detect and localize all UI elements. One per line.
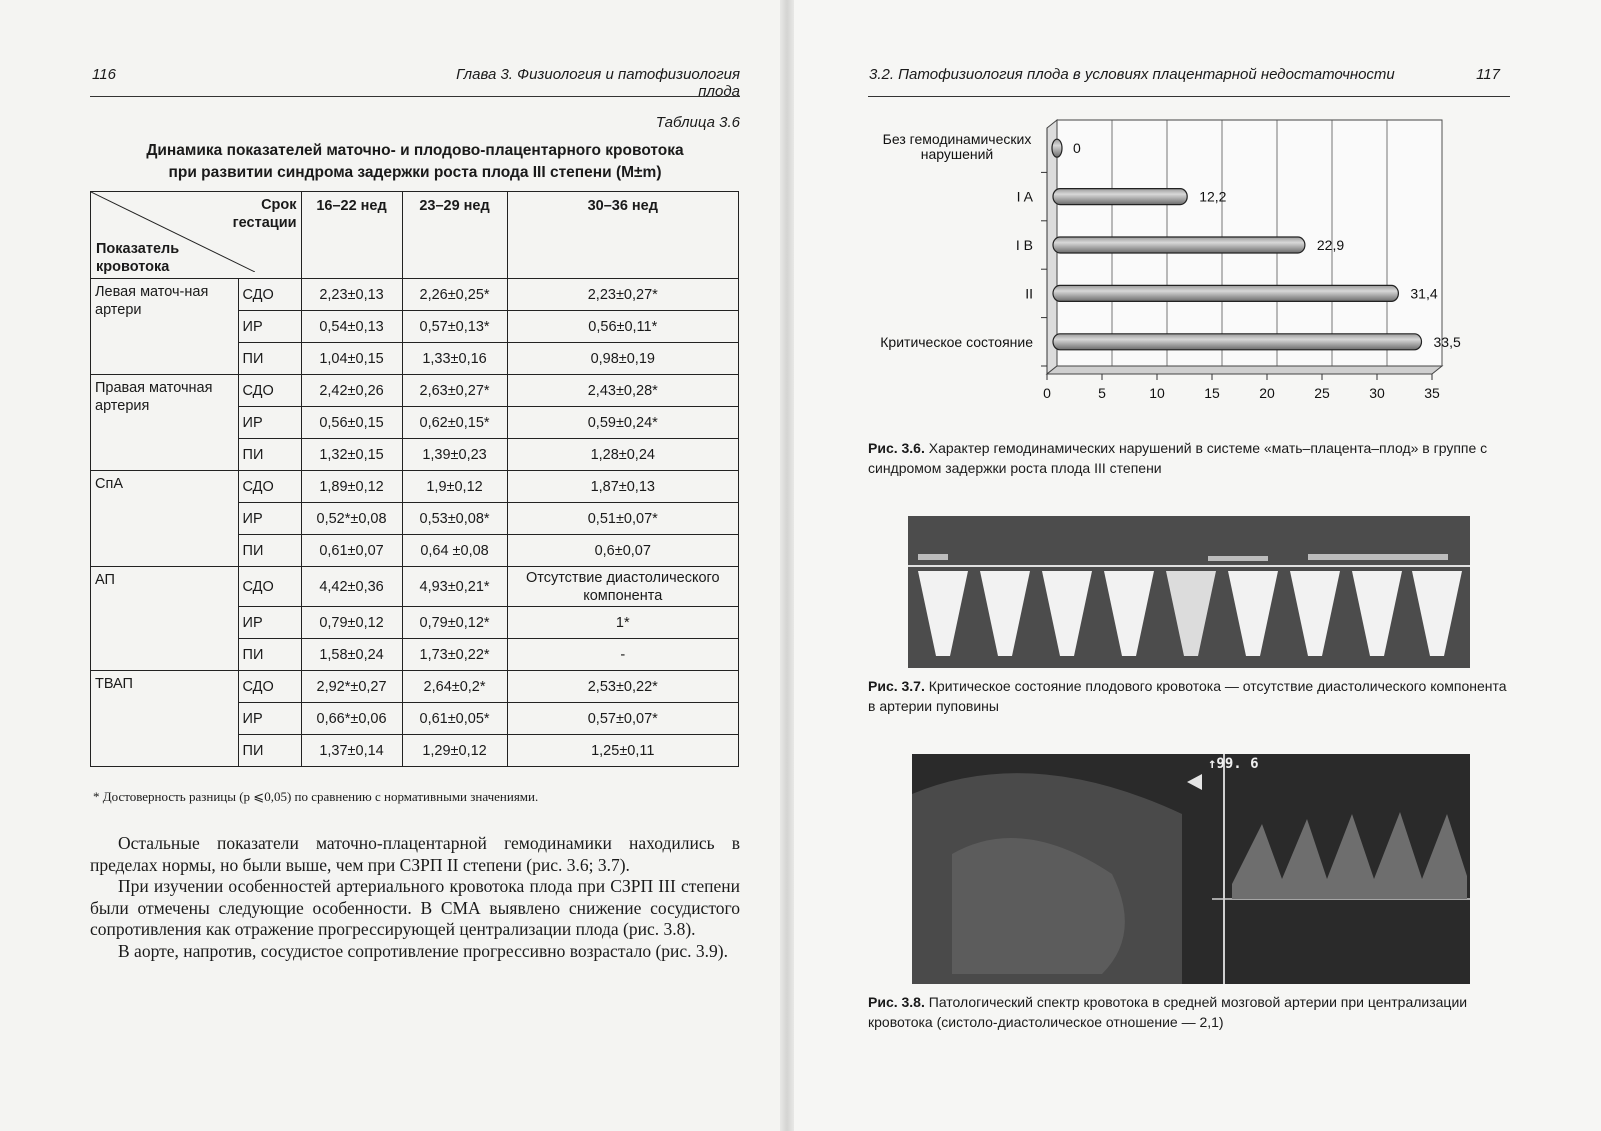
header-rule-right — [868, 96, 1510, 97]
table-value-cell: Отсутствие диастолического компонента — [507, 567, 738, 607]
table-group-name: Правая маточная артерия — [91, 375, 239, 471]
fig37-caption — [868, 676, 1510, 716]
table-param-cell: СДО — [238, 567, 301, 607]
doppler-umbilical-image — [908, 516, 1470, 668]
corner-top-label — [233, 196, 297, 232]
table-param-cell: ИР — [238, 503, 301, 535]
corner-top-line2: гестации — [232, 215, 297, 231]
bar-value-label: 33,5 — [1433, 333, 1461, 350]
category-label: I A — [1016, 188, 1033, 205]
table-row — [91, 375, 739, 407]
corner-bottom-label — [96, 240, 179, 276]
table-value-cell: 1,39±0,23 — [402, 439, 507, 471]
table-param-cell: СДО — [238, 671, 301, 703]
table-group-name: АП — [91, 567, 239, 671]
x-tick-label: 0 — [1043, 385, 1051, 401]
table-param-cell: ИР — [238, 703, 301, 735]
bar — [1053, 237, 1305, 253]
table-value-cell: 1,37±0,14 — [301, 735, 402, 767]
bar-chart-svg — [840, 112, 1500, 432]
paragraph: При изучении особенностей артериального кровотока плода при СЗРП III степени были отмечены следующие особенности. В СМА выявлено снижение сосудистого сопротивления как отражение прогрессирующей централизации плода (рис. 3.8). — [90, 876, 740, 939]
x-tick-label: 30 — [1369, 385, 1385, 401]
table-param-cell: ИР — [238, 607, 301, 639]
table-title — [90, 140, 740, 184]
x-tick-label: 25 — [1314, 385, 1330, 401]
bar-chart — [840, 112, 1500, 432]
table-value-cell: 0,98±0,19 — [507, 343, 738, 375]
table-value-cell: 1,28±0,24 — [507, 439, 738, 471]
table-title-line2: при развитии синдрома задержки роста плода III степени (M±m) — [168, 164, 662, 181]
table-value-cell: 0,52*±0,08 — [301, 503, 402, 535]
table-value-cell: 0,59±0,24* — [507, 407, 738, 439]
table-value-cell: 0,53±0,08* — [402, 503, 507, 535]
table-param-cell: СДО — [238, 279, 301, 311]
table-footnote: * Достоверность разницы (p ⩽0,05) по сравнению с нормативными значениями. — [93, 789, 539, 804]
table-param-cell: СДО — [238, 471, 301, 503]
category-label: I B — [1015, 237, 1033, 253]
doppler-velocity-readout: ↑99. 6 — [1208, 756, 1259, 772]
table-row — [91, 567, 739, 607]
x-tick-label: 15 — [1204, 385, 1220, 401]
category-label: II — [1025, 285, 1033, 302]
table-value-cell: 0,56±0,11* — [507, 311, 738, 343]
x-tick-label: 10 — [1149, 385, 1165, 401]
table-value-cell: 0,57±0,07* — [507, 703, 738, 735]
book-gutter — [780, 0, 794, 1131]
table-value-cell: 1,89±0,12 — [301, 471, 402, 503]
header-rule-left — [90, 96, 740, 97]
table-body — [91, 279, 739, 767]
table-row — [91, 471, 739, 503]
table-value-cell: 0,6±0,07 — [507, 535, 738, 567]
category-label: Без гемодинамических нарушений — [882, 131, 1032, 163]
table-value-cell: 0,51±0,07* — [507, 503, 738, 535]
table-value-cell: 0,79±0,12* — [402, 607, 507, 639]
paragraph: В аорте, напротив, сосудистое сопротивление прогрессивно возрастало (рис. 3.9). — [118, 940, 728, 961]
table-group-name: Левая маточ-ная артери — [91, 279, 239, 375]
table-value-cell: 4,42±0,36 — [301, 567, 402, 607]
chapter-header: Глава 3. Физиология и патофизиология плода — [456, 66, 740, 100]
fig37-text: Критическое состояние плодового кровотока — отсутствие диастолического компонента в артерии пуповины — [868, 678, 1507, 714]
table-row — [91, 279, 739, 311]
table-value-cell: 2,63±0,27* — [402, 375, 507, 407]
table-value-cell: 2,23±0,27* — [507, 279, 738, 311]
table-value-cell: 1* — [507, 607, 738, 639]
table-value-cell: 4,93±0,21* — [402, 567, 507, 607]
chart-floor — [1047, 366, 1442, 374]
fig38-label: Рис. 3.8. — [868, 994, 925, 1010]
x-tick-label: 35 — [1424, 385, 1440, 401]
table-value-cell: - — [507, 639, 738, 671]
table-value-cell: 0,64 ±0,08 — [402, 535, 507, 567]
table-value-cell: 1,04±0,15 — [301, 343, 402, 375]
table-value-cell: 1,32±0,15 — [301, 439, 402, 471]
fig36-text: Характер гемодинамических нарушений в системе «мать–плацента–плод» в группе с синдромом задержки роста плода III степени — [868, 440, 1488, 476]
table-group-name: ТВАП — [91, 671, 239, 767]
bar — [1053, 285, 1398, 301]
x-tick-label: 5 — [1098, 385, 1106, 401]
page-number-right: 117 — [1476, 66, 1500, 83]
bar-value-label: 0 — [1073, 140, 1081, 157]
table-value-cell: 2,64±0,2* — [402, 671, 507, 703]
fig38-caption — [868, 992, 1510, 1032]
table-value-cell: 0,61±0,07 — [301, 535, 402, 567]
body-text — [90, 833, 740, 962]
table-param-cell: ПИ — [238, 535, 301, 567]
table-value-cell: 1,25±0,11 — [507, 735, 738, 767]
table-value-cell: 2,26±0,25* — [402, 279, 507, 311]
table-value-cell: 0,54±0,13 — [301, 311, 402, 343]
corner-bottom-line1: Показатель — [96, 241, 180, 257]
fig37-label: Рис. 3.7. — [868, 678, 925, 694]
table-value-cell: 2,23±0,13 — [301, 279, 402, 311]
table-title-line1: Динамика показателей маточно- и плодово-плацентарного кровотока — [146, 142, 684, 159]
x-tick-label: 20 — [1259, 385, 1275, 401]
table-param-cell: ПИ — [238, 639, 301, 671]
table-corner-cell — [91, 192, 302, 279]
paragraph: Остальные показатели маточно-плацентарной гемодинамики находились в пределах нормы, но были выше, чем при СЗРП II степени (рис. 3.6; 3.7). — [90, 833, 740, 875]
corner-top-line1: Срок — [261, 197, 297, 213]
table-value-cell: 1,87±0,13 — [507, 471, 738, 503]
bar — [1052, 139, 1062, 157]
page-number-left: 116 — [92, 66, 116, 83]
fig36-label: Рис. 3.6. — [868, 440, 925, 456]
table-param-cell: ИР — [238, 407, 301, 439]
table-value-cell: 1,9±0,12 — [402, 471, 507, 503]
table-row — [91, 671, 739, 703]
table-group-name: СпА — [91, 471, 239, 567]
bar — [1053, 334, 1422, 350]
table-header-row — [91, 192, 739, 279]
fig38-text: Патологический спектр кровотока в средней мозговой артерии при централизации кровотока (систоло-диастолическое отношение — 2,1) — [868, 994, 1468, 1030]
table-value-cell: 2,92*±0,27 — [301, 671, 402, 703]
bar — [1053, 189, 1187, 205]
table-value-cell: 0,56±0,15 — [301, 407, 402, 439]
table-value-cell: 0,66*±0,06 — [301, 703, 402, 735]
section-header: 3.2. Патофизиология плода в условиях плацентарной недостаточности — [869, 66, 1395, 83]
bar-value-label: 31,4 — [1410, 285, 1438, 302]
table-value-cell: 2,42±0,26 — [301, 375, 402, 407]
table-param-cell: СДО — [238, 375, 301, 407]
table-param-cell: ИР — [238, 311, 301, 343]
table-value-cell: 0,62±0,15* — [402, 407, 507, 439]
fig36-caption — [868, 438, 1510, 478]
table-value-cell: 0,61±0,05* — [402, 703, 507, 735]
column-header: 23–29 нед — [402, 192, 507, 279]
table-value-cell: 2,53±0,22* — [507, 671, 738, 703]
doppler-waveform-umbilical — [908, 516, 1470, 668]
column-header: 30–36 нед — [507, 192, 738, 279]
table-param-cell: ПИ — [238, 343, 301, 375]
hemodynamics-table — [90, 191, 739, 767]
table-value-cell: 1,58±0,24 — [301, 639, 402, 671]
table-param-cell: ПИ — [238, 735, 301, 767]
bar-value-label: 12,2 — [1199, 188, 1227, 205]
table-param-cell: ПИ — [238, 439, 301, 471]
bar-value-label: 22,9 — [1316, 237, 1345, 253]
doppler-mca-image — [912, 754, 1470, 984]
column-header: 16–22 нед — [301, 192, 402, 279]
table-number: Таблица 3.6 — [655, 114, 740, 131]
table-value-cell: 0,79±0,12 — [301, 607, 402, 639]
doppler-waveform-mca — [912, 754, 1470, 984]
table-value-cell: 1,33±0,16 — [402, 343, 507, 375]
table-value-cell: 2,43±0,28* — [507, 375, 738, 407]
table-value-cell: 0,57±0,13* — [402, 311, 507, 343]
category-label: Критическое состояние — [880, 333, 1033, 350]
corner-bottom-line2: кровотока — [96, 259, 170, 275]
table-value-cell: 1,73±0,22* — [402, 639, 507, 671]
table-value-cell: 1,29±0,12 — [402, 735, 507, 767]
